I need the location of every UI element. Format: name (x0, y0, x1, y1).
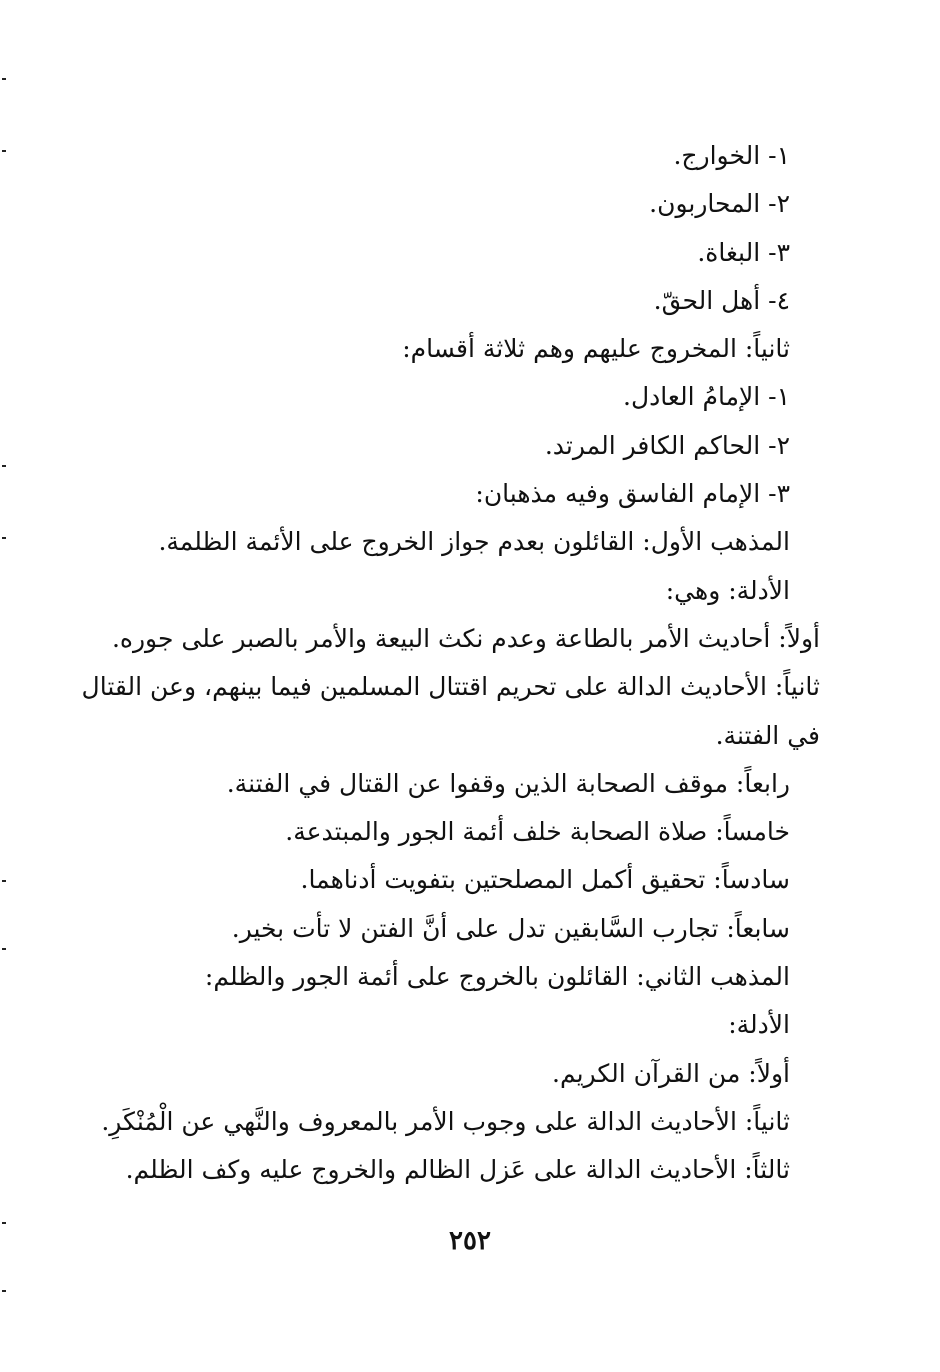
list-item: ٤- أهل الحقّ. (653, 285, 790, 315)
paragraph-line: خامساً: صلاة الصحابة خلف أئمة الجور والمبتدعة. (285, 817, 790, 847)
scan-speck (2, 537, 6, 539)
page-number: ٢٥٢ (449, 1226, 491, 1256)
paragraph-line: الأدلة: وهي: (665, 575, 790, 605)
paragraph-line: ثانياً: الأحاديث الدالة على وجوب الأمر بالمعروف والنَّهي عن الْمُنْكَرِ. (101, 1106, 790, 1136)
list-item: ١- الخوارج. (673, 141, 790, 170)
scan-speck (2, 465, 6, 467)
paragraph-line: أولاً: أحاديث الأمر بالطاعة وعدم نكث البيعة والأمر بالصبر على جوره. (111, 623, 820, 653)
list-item: ١- الإمامُ العادل. (623, 382, 790, 412)
list-item: ٣- الإمام الفاسق وفيه مذهبان: (475, 479, 790, 509)
paragraph-line: المذهب الأول: القائلون بعدم جواز الخروج على الأئمة الظلمة. (158, 527, 790, 557)
scan-speck (2, 1290, 6, 1292)
scan-speck (2, 948, 6, 950)
paragraph-line: أولاً: من القرآن الكريم. (552, 1058, 790, 1088)
list-item: ٣- البغاة. (697, 237, 790, 267)
list-item: ٢- المحاربون. (649, 189, 790, 219)
list-item: ٢- الحاكم الكافر المرتد. (544, 430, 790, 460)
scan-speck (2, 150, 6, 152)
paragraph-line: رابعاً: موقف الصحابة الذين وقفوا عن القتال في الفتنة. (226, 768, 790, 798)
paragraph-line: سابعاً: تجارب السَّابقين تدل على أنَّ الفتن لا تأت بخير. (231, 913, 790, 943)
paragraph-line: في الفتنة. (715, 720, 820, 750)
body-text (81, 132, 820, 1195)
paragraph-line: الأدلة: (728, 1010, 790, 1040)
scan-speck (2, 78, 6, 80)
paragraph-line: سادساً: تحقيق أكمل المصلحتين بتفويت أدناهما. (300, 865, 790, 895)
scan-speck (2, 1222, 6, 1224)
section-heading: ثانياً: المخروج عليهم وهم ثلاثة أقسام: (402, 334, 790, 364)
paragraph-line: المذهب الثاني: القائلون بالخروج على أئمة الجور والظلم: (204, 962, 790, 992)
scan-speck (2, 880, 6, 882)
paragraph-line: ثانياً: الأحاديث الدالة على تحريم اقتتال المسلمين فيما بينهم، وعن القتال (81, 672, 820, 702)
paragraph-line: ثالثاً: الأحاديث الدالة على عَزل الظالم والخروج عليه وكف الظلم. (125, 1155, 790, 1185)
